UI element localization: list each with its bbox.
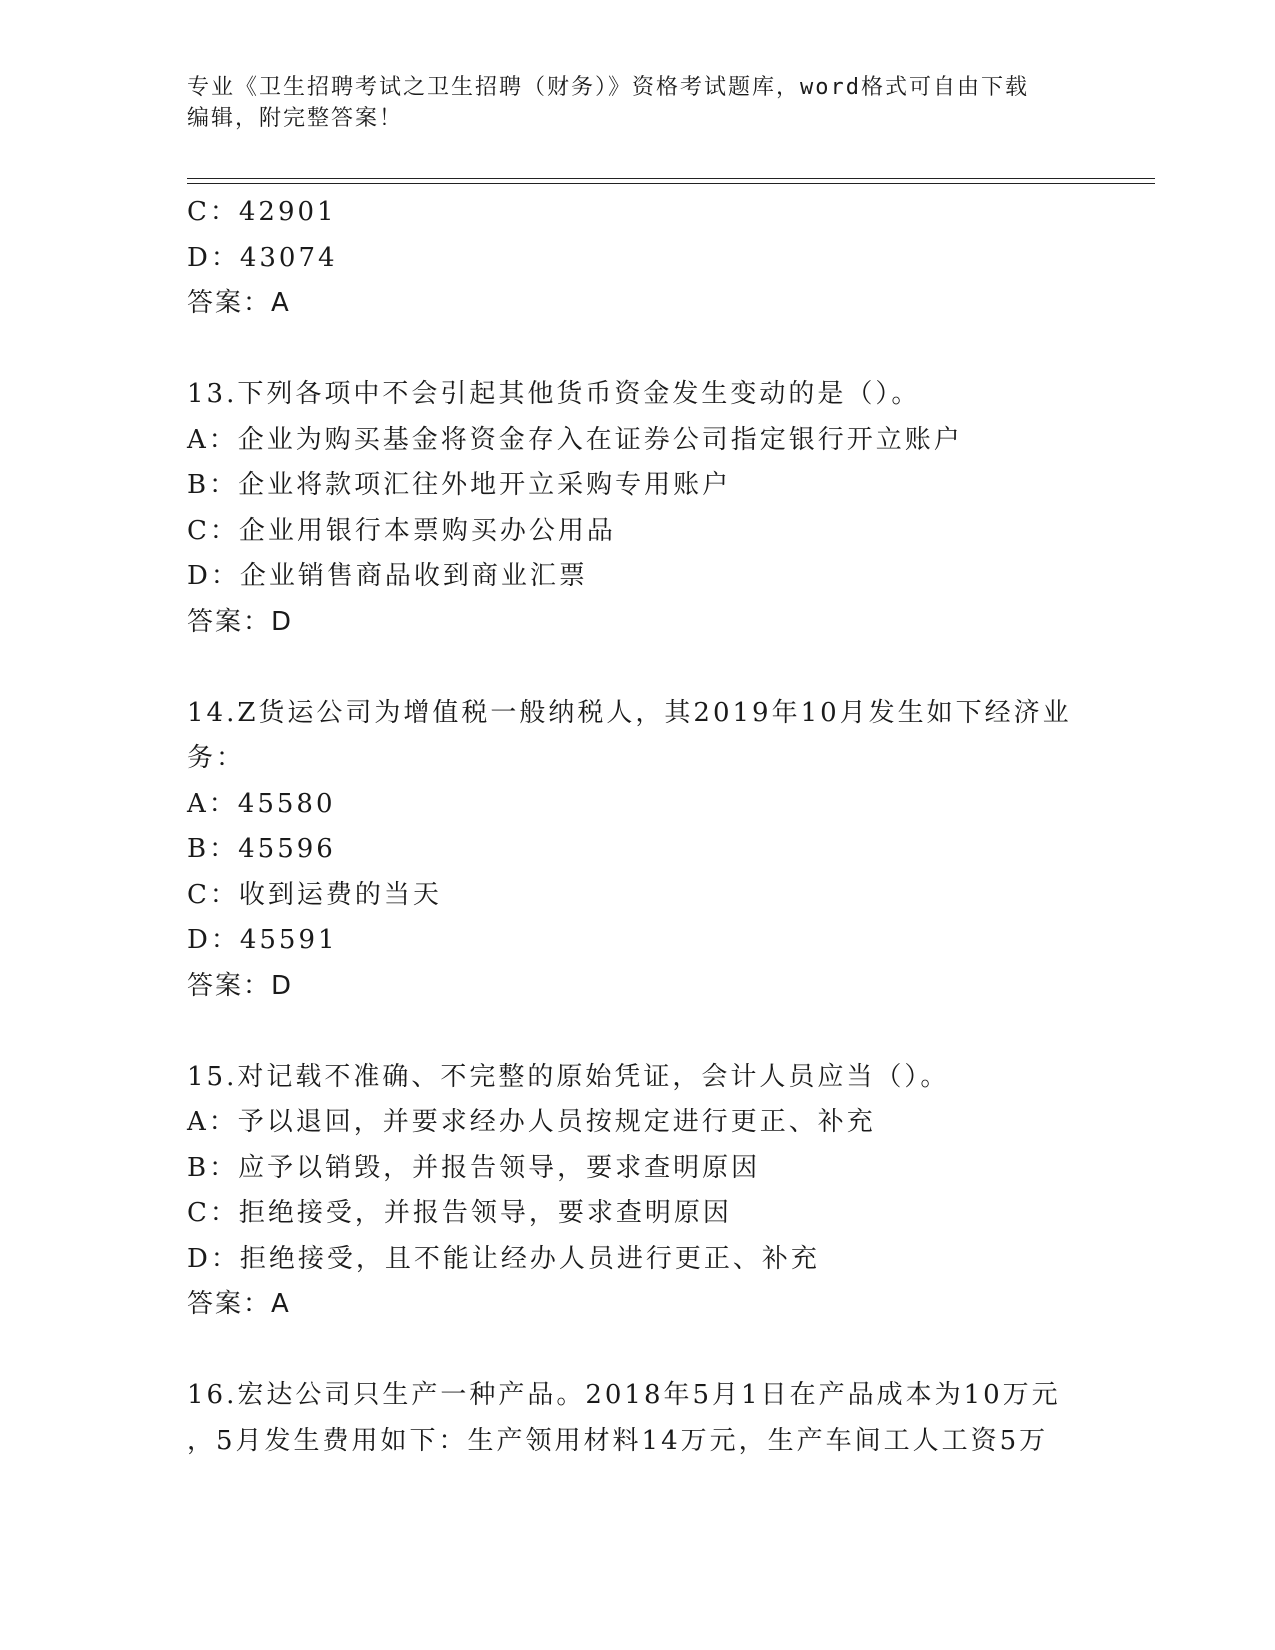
option-d: D：拒绝接受，且不能让经办人员进行更正、补充 xyxy=(187,1243,820,1274)
header-line-1: 专业《卫生招聘考试之卫生招聘（财务）》资格考试题库，word格式可自由下载 xyxy=(187,75,1029,100)
option-a: A：45580 xyxy=(187,788,336,819)
question-text: 13.下列各项中不会引起其他货币资金发生变动的是（）。 xyxy=(187,379,921,409)
document-header xyxy=(187,72,1087,134)
option-c: C：企业用银行本票购买办公用品 xyxy=(187,515,616,546)
header-divider-bottom xyxy=(187,183,1155,184)
option-c: C：42901 xyxy=(187,197,337,227)
option-c: C：拒绝接受，并报告领导，要求查明原因 xyxy=(187,1198,732,1228)
spacer xyxy=(187,645,1087,691)
question-text-line-2: 务： xyxy=(187,743,246,773)
option-c: C：收到运费的当天 xyxy=(187,879,442,910)
question-13 xyxy=(187,372,1087,645)
answer: 答案：D xyxy=(187,606,294,637)
question-text-line-1: 16.宏达公司只生产一种产品。2018年5月1日在产品成本为10万元 xyxy=(187,1380,1061,1410)
question-15 xyxy=(187,1055,1087,1328)
question-text: 15.对记载不准确、不完整的原始凭证，会计人员应当（）。 xyxy=(187,1061,950,1092)
answer: 答案：D xyxy=(187,970,294,1001)
question-12-partial xyxy=(187,190,1087,327)
option-b: B：45596 xyxy=(187,834,336,864)
option-d: D：43074 xyxy=(187,242,338,273)
answer: 答案：A xyxy=(187,1289,291,1319)
option-a: A：予以退回，并要求经办人员按规定进行更正、补充 xyxy=(187,1107,876,1137)
option-b: B：企业将款项汇往外地开立采购专用账户 xyxy=(187,470,732,500)
question-text-line-1: 14.Z货运公司为增值税一般纳税人，其2019年10月发生如下经济业 xyxy=(187,697,1072,728)
question-16 xyxy=(187,1373,1087,1464)
question-text-line-2: ，5月发生费用如下：生产领用材料14万元，生产车间工人工资5万 xyxy=(187,1425,1049,1456)
answer: 答案：A xyxy=(187,288,291,318)
option-b: B：应予以销毁，并报告领导，要求查明原因 xyxy=(187,1152,761,1183)
option-d: D：45591 xyxy=(187,925,338,955)
option-d: D：企业销售商品收到商业汇票 xyxy=(187,561,588,591)
spacer xyxy=(187,327,1087,373)
spacer xyxy=(187,1328,1087,1374)
header-divider-top xyxy=(187,178,1155,179)
option-a: A：企业为购买基金将资金存入在证券公司指定银行开立账户 xyxy=(187,424,963,455)
question-14 xyxy=(187,691,1087,1010)
header-line-2: 编辑，附完整答案！ xyxy=(187,106,404,131)
spacer xyxy=(187,1009,1087,1055)
document-body xyxy=(187,190,1087,1464)
